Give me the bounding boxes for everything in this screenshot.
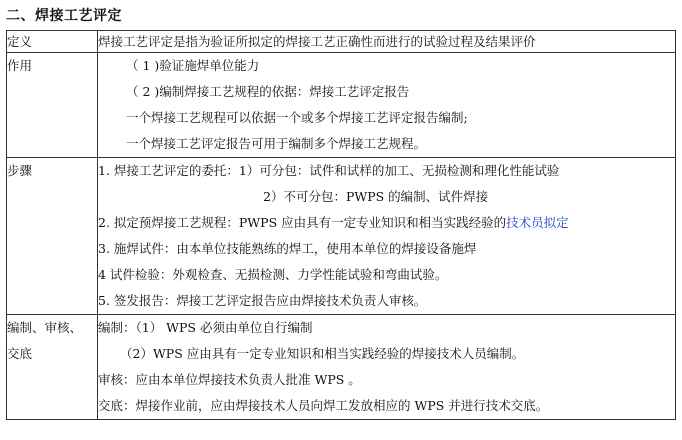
steps-line-4: 3. 施焊试件：由本单位技能熟练的焊工，使用本单位的焊接设备施焊 (98, 241, 477, 256)
welding-procedure-table (6, 30, 676, 420)
row-content-steps (98, 158, 676, 315)
purpose-line-1: （ 1 )验证施焊单位能力 (126, 58, 260, 73)
steps-line-1: 1. 焊接工艺评定的委托：1）可分包：试件和试样的加工、无损检测和理化性能试验 (98, 163, 560, 178)
technician-link[interactable]: 技术员拟定 (506, 215, 569, 230)
prepare-line-3: 审核：应由本单位焊接技术负责人批准 WPS 。 (98, 372, 361, 387)
steps-line-3: 2. 拟定预焊接工艺规程：PWPS 应由具有一定专业知识和相当实践经验的技术员拟定 (98, 215, 569, 230)
prepare-line-1: 编制：（1） WPS 必须由单位自行编制 (98, 320, 313, 335)
row-content-definition (98, 31, 676, 53)
row-content-prepare (98, 315, 676, 420)
steps-line-2: 2）不可分包：PWPS 的编制、试件焊接 (263, 189, 489, 204)
section-heading: 二、焊接工艺评定 (6, 8, 122, 24)
table-row-prepare (7, 315, 676, 420)
purpose-line-4: 一个焊接工艺评定报告可用于编制多个焊接工艺规程。 (126, 136, 427, 151)
steps-line-5: 4 试件检验：外观检查、无损检测、力学性能试验和弯曲试验。 (98, 267, 448, 282)
definition-text: 焊接工艺评定是指为验证所拟定的焊接工艺正确性而进行的试验过程及结果评价 (98, 34, 536, 49)
table-row-definition (7, 31, 676, 53)
row-label-prepare: 编制、审核、 交底 (7, 315, 98, 420)
row-label-steps: 步骤 (7, 158, 98, 315)
table-row-purpose (7, 53, 676, 158)
table-row-steps (7, 158, 676, 315)
prepare-line-4: 交底：焊接作业前，应由焊接技术人员向焊工发放相应的 WPS 并进行技术交底。 (98, 398, 549, 413)
row-label-definition: 定义 (7, 31, 98, 53)
purpose-line-3: 一个焊接工艺规程可以依据一个或多个焊接工艺评定报告编制; (126, 110, 468, 125)
row-label-purpose: 作用 (7, 53, 98, 158)
purpose-line-2: （ 2 )编制焊接工艺规程的依据：焊接工艺评定报告 (126, 84, 410, 99)
steps-line-6: 5. 签发报告：焊接工艺评定报告应由焊接技术负责人审核。 (98, 293, 427, 308)
prepare-line-2: （2）WPS 应由具有一定专业知识和相当实践经验的焊接技术人员编制。 (120, 346, 525, 361)
row-content-purpose (98, 53, 676, 158)
